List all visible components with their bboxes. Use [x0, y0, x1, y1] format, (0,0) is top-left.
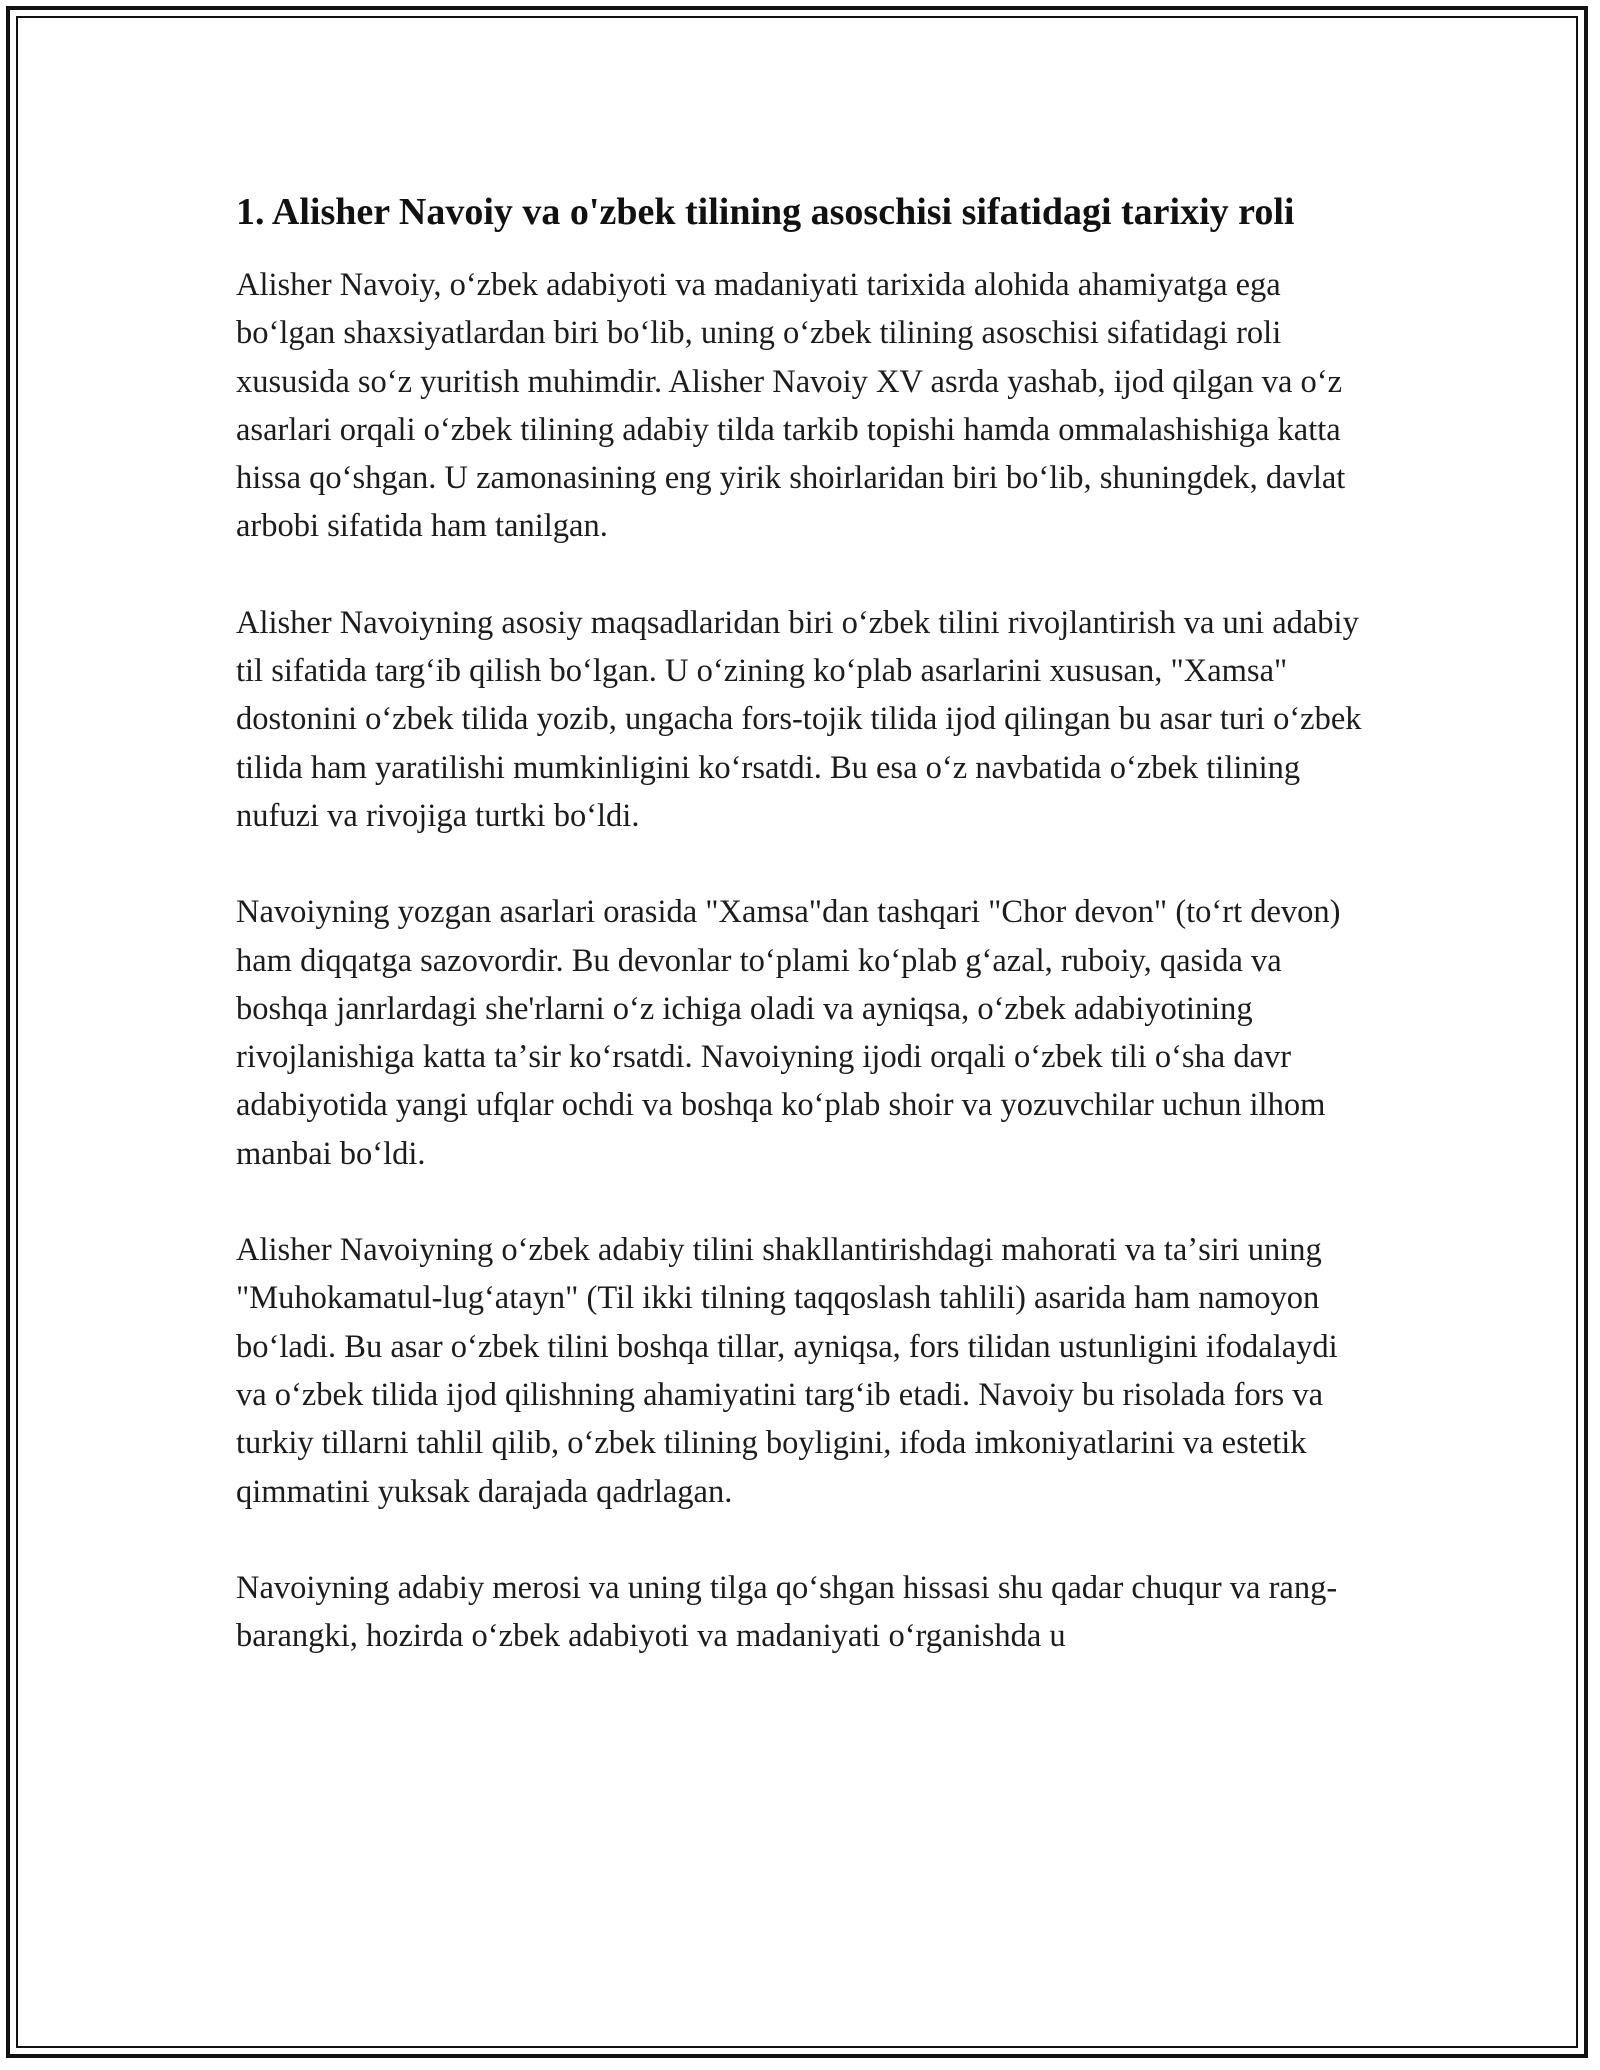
section-heading: 1. Alisher Navoiy va o'zbek tilining asoschisi sifatidagi tarixiy roli [236, 191, 1295, 233]
paragraph-3: Navoiyning yozgan asarlari orasida "Xamsa"dan tashqari "Chor devon" (toʻrt devon) ham diqqatga sazovordir. Bu devonlar toʻplami koʻplab gʻazal, ruboiy, qasida va boshqa janrlardagi she'rlarni oʻz ichiga oladi va ayniqsa, oʻzbek adabiyotining rivojlanishiga katta taʼsir koʻrsatdi. Navoiyning ijodi orqali oʻzbek tili oʻsha davr adabiyotida yangi ufqlar ochdi va boshqa koʻplab shoir va yozuvchilar uchun ilhom manbai boʻldi. [236, 894, 1341, 1172]
paragraph-5: Navoiyning adabiy merosi va uning tilga qoʻshgan hissasi shu qadar chuqur va rang-barangki, hozirda oʻzbek adabiyoti va madaniyati oʻrganishda u [236, 1569, 1338, 1655]
document-body [236, 185, 1376, 1708]
paragraph-4: Alisher Navoiyning oʻzbek adabiy tilini shakllantirishdagi mahorati va taʼsiri uning "Muhokamatul-lugʻatayn" (Til ikki tilning taqqoslash tahlili) asarida ham namoyon boʻladi. Bu asar oʻzbek tilini boshqa tillar, ayniqsa, fors tilidan ustunligini ifodalaydi va oʻzbek tilida ijod qilishning ahamiyatini targʻib etadi. Navoiy bu risolada fors va turkiy tillarni tahlil qilib, oʻzbek tilining boyligini, ifoda imkoniyatlarini va estetik qimmatini yuksak darajada qadrlagan. [236, 1232, 1338, 1510]
paragraph-2: Alisher Navoiyning asosiy maqsadlaridan biri oʻzbek tilini rivojlantirish va uni adabiy til sifatida targʻib qilish boʻlgan. U oʻzining koʻplab asarlarini xususan, "Xamsa" dostonini oʻzbek tilida yozib, ungacha fors-tojik tilida ijod qilingan bu asar turi oʻzbek tilida ham yaratilishi mumkinligini koʻrsatdi. Bu esa oʻz navbatida oʻzbek tilining nufuzi va rivojiga turtki boʻldi. [236, 604, 1362, 834]
paragraph-1: Alisher Navoiy, oʻzbek adabiyoti va madaniyati tarixida alohida ahamiyatga ega boʻlgan shaxsiyatlardan biri boʻlib, uning oʻzbek tilining asoschisi sifatidagi roli xususida soʻz yuritish muhimdir. Alisher Navoiy XV asrda yashab, ijod qilgan va oʻz asarlari orqali oʻzbek tilining adabiy tilda tarkib topishi hamda ommalashishiga katta hissa qoʻshgan. U zamonasining eng yirik shoirlaridan biri boʻlib, shuningdek, davlat arbobi sifatida ham tanilgan. [236, 267, 1346, 545]
